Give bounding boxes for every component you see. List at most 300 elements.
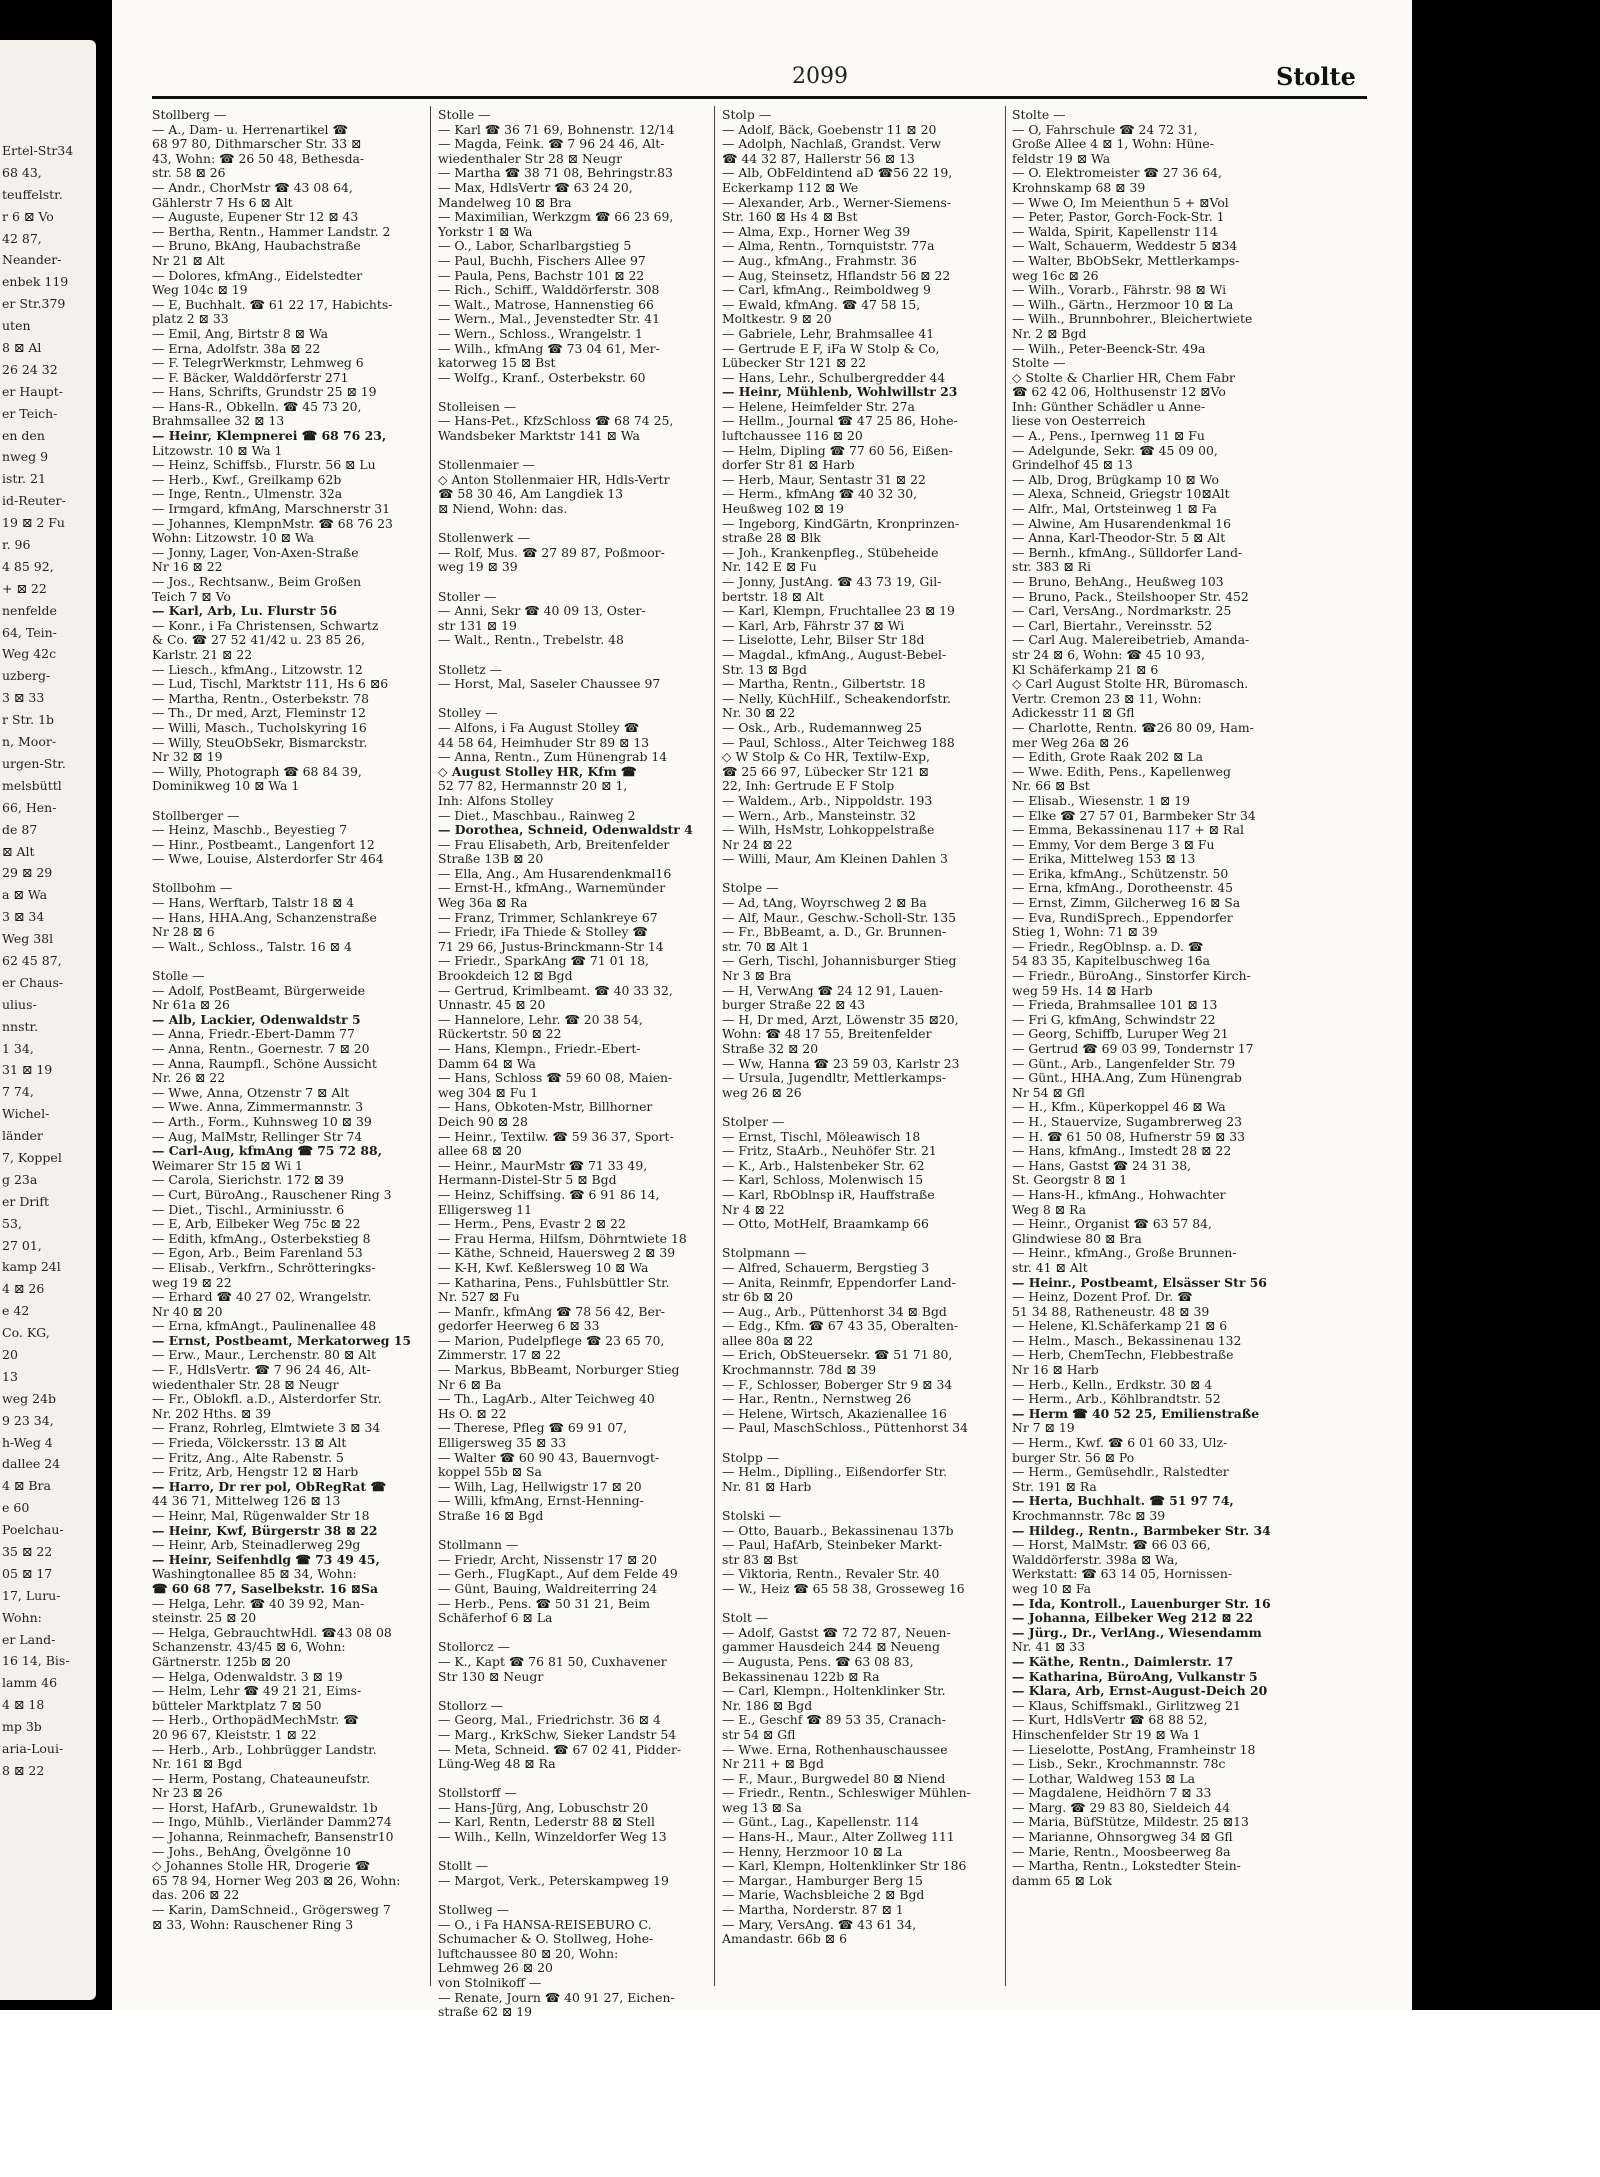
- directory-entry-line: — Anna, Karl-Theodor-Str. 5 ⊠ Alt: [1012, 531, 1226, 546]
- directory-entry-line: — Wilh., kfmAng ☎ 73 04 61, Mer-: [438, 341, 660, 356]
- directory-entry-line: Stolleisen —: [438, 399, 517, 414]
- directory-entry-line: — Karl, RbOblnsp iR, Hauffstraße: [722, 1187, 935, 1202]
- directory-entry-line: — Jürg., Dr., VerlAng., Wiesendamm: [1012, 1625, 1262, 1640]
- column-divider: [430, 106, 431, 1986]
- facing-page-fragment: nenfelde: [2, 602, 57, 618]
- directory-entry-line: — Hans, Lehr., Schulbergredder 44: [722, 370, 946, 385]
- directory-entry-line: — Aug, MalMstr, Rellinger Str 74: [152, 1129, 363, 1144]
- directory-entry-line: — Diet., Maschbau., Rainweg 2: [438, 808, 636, 823]
- facing-page-fragment: ⊠ Alt: [2, 843, 35, 859]
- directory-entry-line: — F., Maur., Burgwedel 80 ⊠ Niend: [722, 1771, 946, 1786]
- directory-entry-line: 54 83 35, Kapitelbuschweg 16a: [1012, 954, 1211, 969]
- directory-entry-line: — H. ☎ 61 50 08, Hufnerstr 59 ⊠ 33: [1012, 1129, 1246, 1144]
- facing-page-fragment: mp 3b: [2, 1719, 42, 1735]
- directory-entry-line: 65 78 94, Horner Weg 203 ⊠ 26, Wohn:: [152, 1873, 401, 1888]
- directory-entry-line: Nr 61a ⊠ 26: [152, 998, 230, 1013]
- directory-entry-line: — Bruno, Pack., Steilshooper Str. 452: [1012, 589, 1249, 604]
- directory-entry-line: — Martha, Rentn., Gilbertstr. 18: [722, 677, 926, 692]
- directory-entry-line: — Wern., Arb., Mansteinstr. 32: [722, 808, 916, 823]
- directory-entry-line: — Anna, Rentn., Zum Hünengrab 14: [438, 750, 668, 765]
- directory-entry-line: platz 2 ⊠ 33: [152, 312, 229, 327]
- facing-page-fragment: + ⊠ 22: [2, 580, 47, 596]
- directory-entry-line: burger Str. 56 ⊠ Po: [1012, 1450, 1135, 1465]
- facing-page-fragment: aria-Loui-: [2, 1741, 64, 1757]
- directory-entry-line: ◇ Stolte & Charlier HR, Chem Fabr: [1012, 370, 1235, 385]
- facing-page-fragment: 3 ⊠ 33: [2, 690, 45, 706]
- directory-entry-line: Deich 90 ⊠ 28: [438, 1114, 528, 1129]
- directory-entry-line: — Anna, Friedr.-Ebert-Damm 77: [152, 1027, 355, 1042]
- directory-entry-line: [438, 444, 710, 459]
- facing-page-fragment: 27 01,: [2, 1237, 42, 1253]
- directory-entry-line: Nr. 41 ⊠ 33: [1012, 1640, 1086, 1655]
- directory-entry-line: — Markus, BbBeamt, Norburger Stieg: [438, 1363, 680, 1378]
- directory-entry-line: — Willi, Masch., Tucholskyring 16: [152, 720, 367, 735]
- directory-entry-line: Krochmannstr. 78d ⊠ 39: [722, 1363, 877, 1378]
- directory-entry-line: str 131 ⊠ 19: [438, 618, 517, 633]
- directory-entry-line: Stollstorff —: [438, 1786, 517, 1801]
- directory-entry-line: — Hans-Jürg, Ang, Lobuschstr 20: [438, 1800, 649, 1815]
- directory-entry-line: str. 70 ⊠ Alt 1: [722, 939, 810, 954]
- directory-entry-line: — Hans, Schrifts, Grundstr 25 ⊠ 19: [152, 385, 377, 400]
- directory-entry-line: — Hans, Klempn., Friedr.-Ebert-: [438, 1042, 641, 1056]
- facing-page-fragment: uten: [2, 318, 31, 334]
- directory-entry-line: — Heinr, Kwf, Bürgerstr 38 ⊠ 22: [152, 1523, 378, 1538]
- facing-page-fragment: r Str. 1b: [2, 712, 55, 728]
- directory-entry-line: — Alfr., Mal, Ortsteinweg 1 ⊠ Fa: [1012, 502, 1217, 517]
- directory-entry-line: — Herta, Buchhalt. ☎ 51 97 74,: [1012, 1494, 1234, 1509]
- directory-entry-line: — Manfr., kfmAng ☎ 78 56 42, Ber-: [438, 1304, 665, 1319]
- directory-entry-line: [438, 575, 710, 590]
- column-divider: [714, 106, 715, 1986]
- directory-entry-line: Werkstatt: ☎ 63 14 05, Hornissen-: [1012, 1567, 1233, 1582]
- directory-entry-line: — Walter, BbObSekr, Mettlerkamps-: [1012, 253, 1240, 268]
- directory-entry-line: — Ewald, kfmAng. ☎ 47 58 15,: [722, 297, 921, 312]
- directory-entry-line: — Joh., Krankenpfleg., Stübeheide: [722, 545, 939, 560]
- facing-page-fragment: 62 45 87,: [2, 952, 62, 968]
- directory-entry-line: — Osk., Arb., Rudemannweg 25: [722, 720, 923, 735]
- directory-entry-line: — Erna, Adolfstr. 38a ⊠ 22: [152, 341, 321, 356]
- directory-entry-line: — Wilh., Vorarb., Fährstr. 98 ⊠ Wi: [1012, 283, 1227, 298]
- directory-entry-line: — Herm., kfmAng ☎ 40 32 30,: [722, 487, 918, 502]
- directory-entry-line: ☎ 62 42 06, Holthusenstr 12 ⊠Vo: [1012, 385, 1226, 400]
- directory-entry-line: Zimmerstr. 17 ⊠ 22: [438, 1348, 561, 1363]
- directory-entry-line: — Johs., BehAng, Övelgönne 10: [152, 1844, 351, 1859]
- directory-entry-line: — Johannes, KlempnMstr. ☎ 68 76 23: [152, 516, 393, 531]
- directory-entry-line: — Bernh., kfmAng., Sülldorfer Land-: [1012, 545, 1243, 560]
- directory-entry-line: damm 65 ⊠ Lok: [1012, 1873, 1112, 1888]
- directory-entry-line: Weg 104c ⊠ 19: [152, 283, 248, 298]
- directory-entry-line: str 6b ⊠ 20: [722, 1290, 794, 1305]
- directory-entry-line: — Erna, kfmAngt., Paulinenallee 48: [152, 1319, 377, 1334]
- directory-entry-line: — Th., LagArb., Alter Teichweg 40: [438, 1392, 655, 1407]
- directory-entry-line: — Adolph, Nachlaß, Grandst. Verw: [722, 137, 942, 152]
- directory-entry-line: Stollorcz —: [438, 1640, 511, 1655]
- directory-entry-line: 44 58 64, Heimhuder Str 89 ⊠ 13: [438, 735, 650, 750]
- directory-entry-line: — Heinz, Dozent Prof. Dr. ☎: [1012, 1290, 1193, 1305]
- directory-entry-line: weg 26 ⊠ 26: [722, 1085, 802, 1100]
- directory-entry-line: — Johanna, Reinmachefr, Bansenstr10: [152, 1830, 394, 1845]
- directory-entry-line: [722, 1597, 994, 1612]
- directory-entry-line: — Ella, Ang., Am Husarendenkmal16: [438, 866, 672, 881]
- directory-entry-line: — F., HdlsVertr. ☎ 7 96 24 46, Alt-: [152, 1363, 371, 1378]
- directory-entry-line: straße 28 ⊠ Blk: [722, 531, 821, 546]
- directory-entry-line: — Ursula, Jugendltr, Mettlerkamps-: [722, 1071, 947, 1086]
- directory-entry-line: — Maria, BüfStütze, Mildestr. 25 ⊠13: [1012, 1815, 1249, 1830]
- directory-entry-line: — Gerh, Tischl, Johannisburger Stieg: [722, 954, 957, 969]
- directory-entry-line: Washingtonallee 85 ⊠ 34, Wohn:: [152, 1567, 357, 1582]
- directory-entry-line: — Günt, Bauing, Waldreiterring 24: [438, 1581, 658, 1596]
- directory-entry-line: — Hans, kfmAng., Imstedt 28 ⊠ 22: [1012, 1144, 1232, 1159]
- directory-entry-line: — Elisab., Wiesenstr. 1 ⊠ 19: [1012, 793, 1190, 808]
- directory-entry-line: — Alexa, Schneid, Griegstr 10⊠Alt: [1012, 487, 1230, 502]
- column-4: [1012, 108, 1284, 1888]
- directory-entry-line: Straße 13B ⊠ 20: [438, 852, 544, 867]
- directory-entry-line: Hermann-Distel-Str 5 ⊠ Bgd: [438, 1173, 617, 1188]
- directory-entry-line: — Mary, VersAng. ☎ 43 61 34,: [722, 1917, 917, 1932]
- directory-entry-line: Nr 4 ⊠ 22: [722, 1202, 785, 1217]
- directory-entry-line: von Stolnikoff —: [438, 1976, 542, 1990]
- directory-entry-line: — Erhard ☎ 40 27 02, Wrangelstr.: [152, 1290, 372, 1305]
- directory-entry-line: — Gerh., FlugKapt., Auf dem Felde 49: [438, 1567, 678, 1582]
- directory-entry-line: — Aug, Steinsetz, Hflandstr 56 ⊠ 22: [722, 268, 951, 283]
- directory-entry-line: Stolte —: [1012, 356, 1066, 371]
- directory-entry-line: — Heinz, Schiffsb., Flurstr. 56 ⊠ Lu: [152, 458, 376, 473]
- directory-entry-line: 71 29 66, Justus-Brinckmann-Str 14: [438, 939, 664, 954]
- directory-entry-line: — Anna, Rentn., Goernestr. 7 ⊠ 20: [152, 1042, 370, 1056]
- directory-entry-line: — Karl ☎ 36 71 69, Bohnenstr. 12/14: [438, 122, 675, 137]
- facing-page-fragment: 4 ⊠ 26: [2, 1281, 45, 1297]
- directory-entry-line: Nr. 527 ⊠ Fu: [438, 1290, 520, 1305]
- directory-entry-line: — Irmgard, kfmAng, Marschnerstr 31: [152, 502, 391, 517]
- directory-entry-line: [438, 1888, 710, 1903]
- directory-entry-line: — A., Pens., Ipernweg 11 ⊠ Fu: [1012, 429, 1205, 444]
- directory-entry-line: Nr 3 ⊠ Bra: [722, 969, 792, 984]
- directory-entry-line: Heußweg 102 ⊠ 19: [722, 502, 844, 517]
- directory-entry-line: — Kurt, HdlsVertr ☎ 68 88 52,: [1012, 1713, 1208, 1728]
- directory-entry-line: — Ww, Hanna ☎ 23 59 03, Karlstr 23: [722, 1056, 960, 1071]
- directory-entry-line: Stollt —: [438, 1859, 489, 1874]
- directory-entry-line: — Adolf, PostBeamt, Bürgerweide: [152, 983, 366, 998]
- facing-page-fragment: lamm 46: [2, 1675, 58, 1691]
- scan-background: [1412, 0, 1600, 2010]
- directory-entry-line: Elligersweg 11: [438, 1202, 533, 1217]
- column-2: [438, 108, 710, 2020]
- directory-entry-line: — Ingo, Mühlb., Vierländer Damm274: [152, 1815, 392, 1830]
- facing-page-fragment: er Land-: [2, 1631, 56, 1647]
- directory-entry-line: [438, 648, 710, 663]
- directory-entry-line: — Wilh., Peter-Beenck-Str. 49a: [1012, 341, 1206, 356]
- facing-page-fragment: 4 ⊠ 18: [2, 1697, 45, 1713]
- directory-entry-line: Str 130 ⊠ Neugr: [438, 1669, 544, 1684]
- directory-entry-line: Bekassinenau 122b ⊠ Ra: [722, 1669, 880, 1684]
- directory-entry-line: — Dolores, kfmAng., Eidelstedter: [152, 268, 363, 283]
- directory-entry-line: 51 34 88, Ratheneustr. 48 ⊠ 39: [1012, 1304, 1210, 1319]
- directory-entry-line: — Eva, RundiSprech., Eppendorfer: [1012, 910, 1233, 925]
- directory-entry-line: — Hans-Pet., KfzSchloss ☎ 68 74 25,: [438, 414, 674, 429]
- directory-entry-line: — Alfons, i Fa August Stolley ☎: [438, 720, 640, 735]
- directory-entry-line: — Willi, kfmAng, Ernst-Henning-: [438, 1494, 644, 1509]
- directory-entry-line: katorweg 15 ⊠ Bst: [438, 356, 556, 371]
- directory-entry-line: — Bruno, BehAng., Heußweg 103: [1012, 575, 1224, 589]
- directory-entry-line: — Karl, Arb, Fährstr 37 ⊠ Wi: [722, 618, 905, 633]
- directory-entry-line: — Rolf, Mus. ☎ 27 89 87, Poßmoor-: [438, 545, 665, 560]
- directory-entry-line: — Liselotte, Lehr, Bilser Str 18d: [722, 633, 925, 648]
- directory-entry-line: — Carl, VersAng., Nordmarkstr. 25: [1012, 604, 1232, 619]
- directory-entry-line: Stolpmann —: [722, 1246, 807, 1261]
- facing-page-fragment: 1 34,: [2, 1040, 34, 1056]
- facing-page-fragment: Weg 42c: [2, 646, 57, 662]
- directory-entry-line: — Har., Rentn., Nernstweg 26: [722, 1392, 912, 1407]
- directory-entry-line: [438, 517, 710, 532]
- directory-entry-line: Stollbohm —: [152, 881, 233, 896]
- facing-page-fragment: 64, Tein-: [2, 624, 57, 640]
- directory-entry-line: — Herb., Arb., Lohbrügger Landstr.: [152, 1742, 377, 1757]
- directory-entry-line: — Franz, Trimmer, Schlankreye 67: [438, 910, 658, 925]
- directory-entry-line: — Martha, Rentn., Lokstedter Stein-: [1012, 1859, 1241, 1874]
- facing-page-fragment: h-Weg 4: [2, 1434, 53, 1450]
- directory-entry-line: — Carl, Klempn., Holtenklinker Str.: [722, 1684, 946, 1699]
- directory-entry-line: Mandelweg 10 ⊠ Bra: [438, 195, 572, 210]
- directory-entry-line: Amandastr. 66b ⊠ 6: [722, 1932, 848, 1947]
- directory-entry-line: Wohn: Litzowstr. 10 ⊠ Wa: [152, 531, 315, 546]
- directory-entry-line: — Fritz, Ang., Alte Rabenstr. 5: [152, 1450, 344, 1465]
- directory-entry-line: ◇ Anton Stollenmaier HR, Hdls-Vertr: [438, 472, 670, 487]
- directory-entry-line: — Karl, Klempn, Fruchtallee 23 ⊠ 19: [722, 604, 955, 619]
- directory-entry-line: — Ernst-H., kfmAng., Warnemünder: [438, 881, 666, 896]
- directory-entry-line: weg 19 ⊠ 39: [438, 560, 518, 575]
- directory-entry-line: — Marg., KrkSchw, Sieker Landstr 54: [438, 1727, 677, 1742]
- directory-entry-line: Wohn: ☎ 48 17 55, Breitenfelder: [722, 1027, 932, 1042]
- facing-page-fragment: ulius-: [2, 996, 37, 1012]
- directory-entry-line: Krohnskamp 68 ⊠ 39: [1012, 180, 1146, 195]
- directory-entry-line: weg 19 ⊠ 22: [152, 1275, 232, 1290]
- directory-entry-line: — Wilh., Kelln, Winzeldorfer Weg 13: [438, 1830, 667, 1845]
- directory-entry-line: — Augusta, Pens. ☎ 63 08 83,: [722, 1654, 914, 1669]
- directory-entry-line: Schanzenstr. 43/45 ⊠ 6, Wohn:: [152, 1640, 346, 1655]
- directory-entry-line: — Dorothea, Schneid, Odenwaldstr 4: [438, 823, 693, 838]
- directory-entry-line: burger Straße 22 ⊠ 43: [722, 998, 866, 1013]
- directory-entry-line: — Lothar, Waldweg 153 ⊠ La: [1012, 1771, 1196, 1786]
- directory-entry-line: [722, 1436, 994, 1451]
- facing-page-fragment: er Haupt-: [2, 383, 63, 399]
- directory-entry-line: Karlstr. 21 ⊠ 22: [152, 647, 253, 662]
- directory-entry-line: Nr 21 ⊠ Alt: [152, 253, 225, 268]
- facing-page-fragment: länder: [2, 1128, 43, 1144]
- directory-entry-line: — Klara, Arb, Ernst-August-Deich 20: [1012, 1684, 1268, 1699]
- directory-entry-line: Krochmannstr. 78c ⊠ 39: [1012, 1509, 1166, 1523]
- facing-page-fragment: er Drift: [2, 1193, 49, 1209]
- directory-entry-line: Nr. 26 ⊠ 22: [152, 1071, 226, 1086]
- facing-page-fragment: 26 24 32: [2, 361, 58, 377]
- directory-entry-line: — Helene, Wirtsch, Akazienallee 16: [722, 1406, 947, 1421]
- directory-entry-line: — F. TelegrWerkmstr, Lehmweg 6: [152, 356, 364, 371]
- facing-page-fragment: dallee 24: [2, 1456, 61, 1472]
- directory-entry-line: — Herm., Gemüsehdlr., Ralstedter: [1012, 1465, 1229, 1480]
- directory-entry-line: Stieg 1, Wohn: 71 ⊠ 39: [1012, 925, 1158, 940]
- directory-entry-line: — Otto, MotHelf, Braamkamp 66: [722, 1217, 929, 1232]
- directory-entry-line: — Erna, kfmAng., Dorotheenstr. 45: [1012, 881, 1233, 896]
- directory-entry-line: ◇ W Stolp & Co HR, Textilw-Exp,: [722, 750, 930, 765]
- directory-entry-line: — Heinr, Seifenhdlg ☎ 73 49 45,: [152, 1552, 380, 1567]
- directory-entry-line: — Andr., ChorMstr ☎ 43 08 64,: [152, 180, 353, 195]
- directory-entry-line: [438, 1845, 710, 1860]
- directory-entry-line: — Hans-H., Maur., Alter Zollweg 111: [722, 1830, 955, 1845]
- directory-entry-line: — Marie, Rentn., Moosbeerweg 8a: [1012, 1844, 1231, 1859]
- directory-entry-line: — Rich., Schiff., Walddörferstr. 308: [438, 283, 660, 298]
- directory-entry-line: Große Allee 4 ⊠ 1, Wohn: Hüne-: [1012, 137, 1214, 152]
- directory-entry-line: — Karl, Rentn, Lederstr 88 ⊠ Stell: [438, 1815, 655, 1830]
- facing-page-fragment: 7, Koppel: [2, 1149, 62, 1165]
- directory-entry-line: Teich 7 ⊠ Vo: [152, 589, 231, 604]
- directory-entry-line: Stollberger —: [152, 808, 240, 823]
- directory-entry-line: Litzowstr. 10 ⊠ Wa 1: [152, 443, 283, 458]
- directory-entry-line: — Carl, kfmAng., Reimboldweg 9: [722, 283, 931, 298]
- directory-entry-line: — Hans-R., Obkelln. ☎ 45 73 20,: [152, 399, 362, 414]
- directory-entry-line: Brookdeich 12 ⊠ Bgd: [438, 969, 573, 984]
- directory-entry-line: ☎ 60 68 77, Saselbekstr. 16 ⊠Sa: [152, 1581, 379, 1596]
- column-divider: [1005, 106, 1006, 1986]
- facing-page-fragment: istr. 21: [2, 471, 46, 487]
- directory-entry-line: — Walt., Matrose, Hannenstieg 66: [438, 297, 654, 312]
- directory-entry-line: straße 62 ⊠ 19: [438, 2005, 532, 2020]
- directory-entry-line: — Max, HdlsVertr ☎ 63 24 20,: [438, 180, 633, 195]
- directory-entry-line: Stolle —: [438, 108, 491, 122]
- directory-entry-line: steinstr. 25 ⊠ 20: [152, 1611, 257, 1626]
- directory-entry-line: — Gabriele, Lehr, Brahmsallee 41: [722, 326, 935, 341]
- directory-entry-line: — Ad, tAng, Woyrschweg 2 ⊠ Ba: [722, 896, 927, 911]
- directory-entry-line: weg 59 Hs. 14 ⊠ Harb: [1012, 983, 1153, 998]
- directory-entry-line: Vertr. Cremon 23 ⊠ 11, Wohn:: [1012, 691, 1202, 706]
- directory-entry-line: Damm 64 ⊠ Wa: [438, 1056, 536, 1071]
- directory-entry-line: — Herb., Kelln., Erdkstr. 30 ⊠ 4: [1012, 1377, 1213, 1392]
- directory-entry-line: — Edith, Grote Raak 202 ⊠ La: [1012, 750, 1203, 765]
- directory-entry-line: — Alb, ObFeldintend aD ☎56 22 19,: [722, 166, 953, 181]
- directory-entry-line: — Auguste, Eupener Str 12 ⊠ 43: [152, 210, 359, 225]
- directory-entry-line: — Aug., Arb., Püttenhorst 34 ⊠ Bgd: [722, 1304, 947, 1319]
- facing-page-fragment: urgen-Str.: [2, 755, 66, 771]
- directory-entry-line: Gärtnerstr. 125b ⊠ 20: [152, 1654, 291, 1669]
- facing-page-fragment: Weg 38l: [2, 931, 54, 947]
- directory-entry-line: [722, 1100, 994, 1115]
- facing-page-fragment: de 87: [2, 821, 38, 837]
- directory-entry-line: — Helm., Diplling., Eißendorfer Str.: [722, 1465, 948, 1480]
- directory-entry-line: — Wwe, Anna, Otzenstr 7 ⊠ Alt: [152, 1085, 350, 1100]
- directory-entry-line: — Walter ☎ 60 90 43, Bauernvogt-: [438, 1450, 660, 1465]
- directory-entry-line: — Hellm., Journal ☎ 47 25 86, Hohe-: [722, 414, 958, 429]
- facing-page-fragment: 13: [2, 1368, 18, 1384]
- directory-entry-line: — Carola, Sierichstr. 172 ⊠ 39: [152, 1173, 344, 1188]
- directory-entry-line: — Heinz, Schiffsing. ☎ 6 91 86 14,: [438, 1187, 660, 1202]
- directory-entry-line: — Anni, Sekr ☎ 40 09 13, Oster-: [438, 604, 646, 619]
- directory-entry-line: Nr 16 ⊠ 22: [152, 560, 223, 575]
- directory-entry-line: str. 58 ⊠ 26: [152, 166, 226, 181]
- directory-entry-line: Stoller —: [438, 589, 497, 604]
- directory-entry-line: str. 383 ⊠ Ri: [1012, 560, 1091, 575]
- directory-entry-line: Stollorz —: [438, 1698, 504, 1713]
- directory-entry-line: ◇ Johannes Stolle HR, Drogerie ☎: [152, 1859, 371, 1874]
- facing-page-fragment: 42 87,: [2, 230, 42, 246]
- directory-entry-line: — Friedr., Rentn., Schleswiger Mühlen-: [722, 1786, 971, 1801]
- directory-entry-line: allee 68 ⊠ 20: [438, 1144, 522, 1159]
- directory-entry-line: Rückertstr. 50 ⊠ 22: [438, 1027, 562, 1042]
- directory-entry-line: — Hans, Werftarb, Talstr 18 ⊠ 4: [152, 896, 355, 911]
- directory-entry-line: Lübecker Str 121 ⊠ 22: [722, 356, 867, 371]
- directory-entry-line: ◇ Carl August Stolte HR, Büromasch.: [1012, 677, 1249, 692]
- directory-entry-line: [722, 867, 994, 882]
- facing-page-fragment: Wichel-: [2, 1106, 50, 1122]
- directory-entry-line: — Jos., Rechtsanw., Beim Großen: [152, 575, 362, 589]
- directory-entry-line: liese von Oesterreich: [1012, 414, 1146, 429]
- directory-entry-line: — Bertha, Rentn., Hammer Landstr. 2: [152, 224, 391, 239]
- directory-entry-line: — Günt., Arb., Langenfelder Str. 79: [1012, 1056, 1236, 1071]
- directory-entry-line: — Margot, Verk., Peterskampweg 19: [438, 1873, 669, 1888]
- directory-entry-line: — Wwe, Louise, Alsterdorfer Str 464: [152, 852, 384, 867]
- directory-entry-line: — Marg. ☎ 29 83 80, Sieldeich 44: [1012, 1800, 1231, 1815]
- directory-entry-line: 68 97 80, Dithmarscher Str. 33 ⊠: [152, 137, 362, 152]
- directory-entry-line: Eckerkamp 112 ⊠ We: [722, 180, 859, 195]
- directory-entry-line: Nr. 142 E ⊠ Fu: [722, 560, 817, 575]
- directory-entry-line: str 83 ⊠ Bst: [722, 1552, 798, 1567]
- directory-entry-line: — Arth., Form., Kuhnsweg 10 ⊠ 39: [152, 1114, 372, 1129]
- directory-entry-line: Unnastr. 45 ⊠ 20: [438, 998, 546, 1013]
- directory-entry-line: Stollweg —: [438, 1903, 510, 1918]
- directory-entry-line: — Wilh., Gärtn., Herzmoor 10 ⊠ La: [1012, 297, 1234, 312]
- directory-entry-line: — Adolf, Bäck, Goebenstr 11 ⊠ 20: [722, 122, 937, 137]
- directory-entry-line: — Heinz, Maschb., Beyestieg 7: [152, 823, 348, 838]
- facing-page-edge: [0, 40, 96, 2000]
- facing-page-fragment: 7 74,: [2, 1084, 34, 1100]
- directory-entry-line: Nr. 66 ⊠ Bst: [1012, 779, 1090, 794]
- directory-entry-line: — Hans-H., kfmAng., Hohwachter: [1012, 1187, 1226, 1202]
- directory-entry-line: — Anna, Raumpfl., Schöne Aussicht: [152, 1056, 377, 1071]
- directory-entry-line: — Erika, kfmAng., Schützenstr. 50: [1012, 866, 1229, 881]
- directory-entry-line: ☎ 58 30 46, Am Langdiek 13: [438, 487, 624, 502]
- directory-entry-line: — E., Geschf ☎ 89 53 35, Cranach-: [722, 1713, 946, 1728]
- directory-entry-line: str 54 ⊠ Gfl: [722, 1727, 796, 1742]
- directory-entry-line: Stolte —: [1012, 108, 1066, 122]
- directory-entry-line: — Herm, Postang, Chateauneufstr.: [152, 1771, 371, 1786]
- directory-entry-line: ⊠ 33, Wohn: Rauschener Ring 3: [152, 1917, 354, 1932]
- directory-entry-line: weg 16c ⊠ 26: [1012, 268, 1099, 283]
- directory-entry-line: Glindwiese 80 ⊠ Bra: [1012, 1231, 1142, 1246]
- directory-entry-line: — Hans, Schloss ☎ 59 60 08, Maien-: [438, 1071, 673, 1086]
- directory-entry-line: ☎ 44 32 87, Hallerstr 56 ⊠ 13: [722, 151, 915, 166]
- directory-entry-line: — Marion, Pudelpflege ☎ 23 65 70,: [438, 1333, 665, 1348]
- directory-entry-line: Weimarer Str 15 ⊠ Wi 1: [152, 1158, 303, 1173]
- directory-entry-line: Stolper —: [722, 1114, 785, 1129]
- directory-entry-line: — Magdal., kfmAng., August-Bebel-: [722, 647, 947, 662]
- directory-entry-line: — Herm., Pens, Evastr 2 ⊠ 22: [438, 1217, 626, 1232]
- directory-entry-line: — Günt., Lag., Kapellenstr. 114: [722, 1815, 919, 1830]
- directory-entry-line: Schäferhof 6 ⊠ La: [438, 1611, 553, 1626]
- facing-page-fragment: 20: [2, 1346, 18, 1362]
- directory-entry-line: — Elke ☎ 27 57 01, Barmbeker Str 34: [1012, 808, 1256, 823]
- directory-entry-line: — Friedr, iFa Thiede & Stolley ☎: [438, 925, 648, 940]
- directory-entry-line: str. 41 ⊠ Alt: [1012, 1260, 1088, 1275]
- directory-entry-line: — Herm ☎ 40 52 25, Emilienstraße: [1012, 1406, 1260, 1421]
- directory-entry-line: — Diet., Tischl., Arminiusstr. 6: [152, 1202, 345, 1217]
- directory-entry-line: — Heinr, Arb, Steinadlerweg 29g: [152, 1538, 361, 1553]
- directory-entry-line: 20 96 67, Kleiststr. 1 ⊠ 22: [152, 1727, 317, 1742]
- directory-entry-line: — E, Buchhalt. ☎ 61 22 17, Habichts-: [152, 297, 393, 312]
- directory-entry-line: — Fr., BbBeamt, a. D., Gr. Brunnen-: [722, 925, 947, 940]
- facing-page-fragment: 66, Hen-: [2, 799, 57, 815]
- directory-entry-line: das. 206 ⊠ 22: [152, 1888, 240, 1903]
- directory-entry-line: — Georg, Schiffb, Luruper Weg 21: [1012, 1027, 1229, 1042]
- directory-entry-line: — Alwine, Am Husarendenkmal 16: [1012, 516, 1231, 531]
- directory-entry-line: Nr 7 ⊠ 19: [1012, 1421, 1075, 1436]
- directory-entry-line: Nr. 2 ⊠ Bgd: [1012, 326, 1087, 341]
